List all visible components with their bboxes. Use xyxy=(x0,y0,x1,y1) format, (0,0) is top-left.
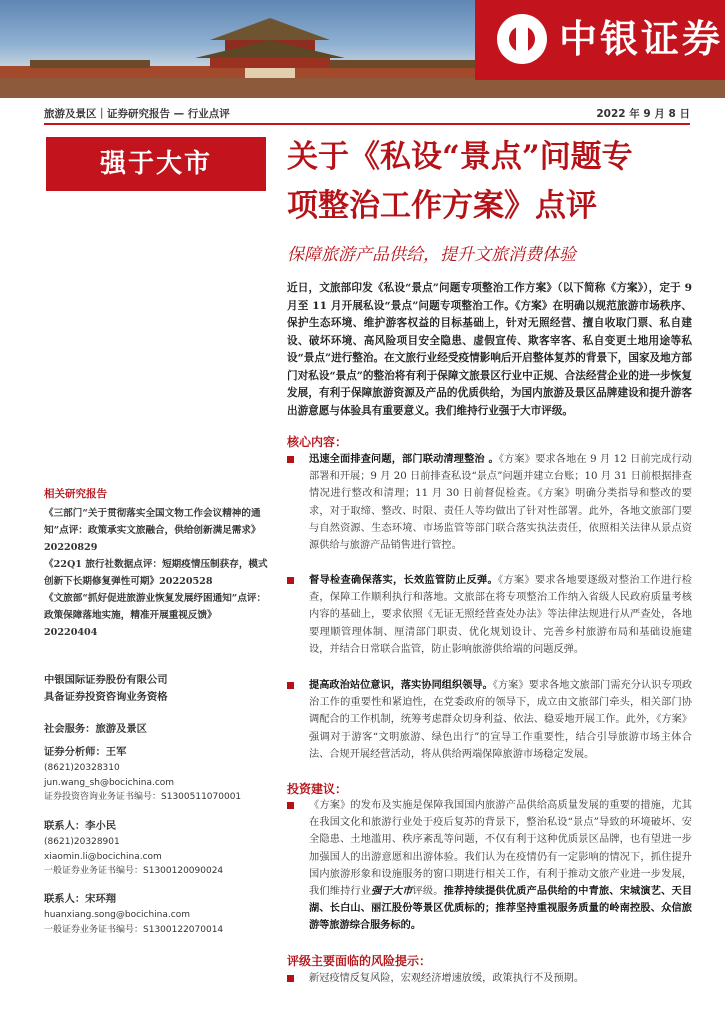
sector-label xyxy=(44,721,269,738)
bullet-square-icon xyxy=(287,975,294,982)
core-item-2-bold: 督导检查确保落实，长效监管防止反弹。 xyxy=(309,574,498,586)
core-item-1 xyxy=(287,451,692,554)
report-category: 旅游及景区｜证券研究报告 — 行业点评 xyxy=(44,108,230,120)
related-reports-heading: 相关研究报告 xyxy=(44,488,107,500)
brand-logo xyxy=(475,0,725,80)
invest-text: 《方案》的发布及实施是保障我国国内旅游产品供给高质量发展的重要的措施，尤其在我国文化和旅游行业处于疫后复苏的背景下，整治私设“景点”导致的环境破坏、安全隐患、土地滥用、秩序紊乱等问题，不仅有利于这种优质景区品牌，也有望进一步加强国人的出游意愿和出游体验。我们认为在疫情仍有一定影响的情况下，抓住提升国内旅游形象和设施服务的窗口期进行相关工作，有利于推动文旅产业进一步发展，我们维持行业 xyxy=(309,800,692,898)
rating-badge: 强于大市 xyxy=(46,137,266,191)
report-header xyxy=(44,103,690,125)
risk-item xyxy=(287,970,692,987)
title-line-1: 关于《私设“景点”问题专 xyxy=(287,139,633,175)
related-reports xyxy=(44,486,269,641)
risk-text: 新冠疫情反复风险，宏观经济增速放缓，政策执行不及预期。 xyxy=(309,973,585,984)
analyst-2-title: 联系人：李小民 xyxy=(44,820,117,832)
header-banner xyxy=(0,0,725,98)
invest-text-2: 评级。 xyxy=(412,886,444,898)
core-item-1-bold: 迅速全面排查问题，部门联动清理整治 。 xyxy=(309,453,499,465)
bullet-square-icon xyxy=(287,682,294,689)
core-item-1-text: 《方案》要求各地在 9 月 12 日前完成行动部署和开展；9 月 20 日前排查私设“景点”问题并建立台账；10 月 31 日前根据排查情况进行整改和清理；11 月 30 日前督促检查。《方案》明确分类指导和整改的要求，对于取缔、整改、时限、责任人等均做出了针对性部署。此外，各地文旅部门要与自然资源、生态环境、市场监管等部门联合落实执法责任，依照相关法律从景点资源供给与旅游产品销售进行管控。 xyxy=(309,454,692,552)
risk-heading: 评级主要面临的风险提示： xyxy=(287,954,432,968)
related-report-2[interactable]: 《22Q1 旅行社数据点评：短期疫情压制获存，模式创新下长期修复弹性可期》20220528 xyxy=(44,559,268,587)
brand-name: 中银证券 xyxy=(559,17,724,61)
related-report-3[interactable]: 《文旅部“抓好促进旅游业恢复发展纾困通知”点评：政策保障落地实施，精准开展重视反馈》20220404 xyxy=(44,593,267,638)
invest-heading: 投资建议： xyxy=(287,782,348,796)
analyst-3 xyxy=(44,891,269,937)
subtitle: 保障旅游产品供给，提升文旅消费体验 xyxy=(287,245,576,265)
title-line-2: 项整治工作方案》点评 xyxy=(287,188,597,224)
analyst-2-email[interactable]: xiaomin.li@bocichina.com xyxy=(44,851,162,862)
core-item-3 xyxy=(287,677,692,763)
summary-paragraph: 近日，文旅部印发《私设“景点”问题专项整治工作方案》（以下简称《方案》），定于 9 月至 11 月开展私设“景点”问题专项整治工作。《方案》在明确以规范旅游市场秩序、保护生态环境、维护游客权益的目标基础上，针对无照经营、擅自收取门票、私自建设、破坏环境、高风险项目安全隐患、虚假宣传、欺客宰客、私自变更土地用途等私设“景点”进行整治。在文旅行业经受疫情影响后开启整体复苏的背景下，国家及地方部门对私设“景点”的整治将有利于保障文旅景区行业中正规、合法经营企业的进一步恢复发展，有利于保障旅游资源及产品的优质供给，为国内旅游及景区品牌建设和提升游客出游意愿与体验具有重要意义。我们维持行业强于大市评级。 xyxy=(287,282,692,417)
analyst-1-phone: (8621)20328310 xyxy=(44,763,120,773)
core-item-3-bold: 提高政治站位意识，落实协同组织领导。 xyxy=(309,679,493,691)
invest-item xyxy=(287,797,692,935)
analyst-2-phone: (8621)20328901 xyxy=(44,837,120,847)
analyst-3-title: 联系人：宋环翔 xyxy=(44,893,117,905)
core-item-2 xyxy=(287,572,692,658)
analyst-2-cert: 一般证券业务证书编号：S1300120090024 xyxy=(44,866,224,876)
analyst-3-cert: 一般证券业务证书编号：S1300122070014 xyxy=(44,924,224,935)
core-item-2-text: 《方案》要求各地要逐级对整治工作进行检查，保障工作顺利执行和落地。文旅部在将专项整治工作纳入省级人民政府质量考核内容的基础上，要求依照《无证无照经营查处办法》等法律法规进行从严查处，各地要理顺管理体制、厘清部门职责、优化规划设计、完善乡村旅游布局和基础设施建设，并结合日常联合监管，防止影响旅游供给端的问题反弹。 xyxy=(309,575,692,655)
report-date: 2022 年 9 月 8 日 xyxy=(596,108,690,120)
company-name: 中银国际证券股份有限公司 xyxy=(44,674,168,686)
core-item-3-text: 《方案》要求各地文旅部门需充分认识专项政治工作的重要性和紧迫性，在党委政府的领导下，成立由文旅部门牵头，相关部门协调配合的工作机制，统筹考虑群众切身利益、依法、稳妥地开展工作。此外，《方案》强调对于游客“文明旅游、绿色出行”的宣导工作重要性，结合引导旅游市场主体合法、合规开展经营活动，将从供给两端保障旅游市场稳定发展。 xyxy=(309,680,693,760)
page-title xyxy=(287,133,697,231)
bullet-square-icon xyxy=(287,577,294,584)
analyst-3-email[interactable]: huanxiang.song@bocichina.com xyxy=(44,910,190,920)
invest-rating: 强于大市 xyxy=(371,885,413,898)
bullet-square-icon xyxy=(287,802,294,809)
analyst-1-email[interactable]: jun.wang_sh@bocichina.com xyxy=(44,777,175,788)
analyst-1-title: 证券分析师：王军 xyxy=(44,746,127,758)
company-info xyxy=(44,672,269,706)
sector-text: 社会服务：旅游及景区 xyxy=(44,723,147,735)
invest-recommendation: 推荐持续提供优质产品供给的中青旅、宋城演艺、天目湖、长白山、丽江股份等景区优质标的；推荐坚持重视服务质量的岭南控股、众信旅游等旅游综合服务标的。 xyxy=(309,885,693,932)
bank-emblem-icon xyxy=(497,14,547,64)
related-report-1[interactable]: 《三部门“关于贯彻落实全国文物工作会议精神的通知”点评：政策承实文旅融合，供给创新满足需求》20220829 xyxy=(44,508,261,553)
analyst-1-cert: 证券投资咨询业务证书编号：S1300511070001 xyxy=(44,792,242,802)
analyst-1 xyxy=(44,744,269,805)
core-content-heading: 核心内容： xyxy=(287,435,348,449)
company-qualification: 具备证券投资咨询业务资格 xyxy=(44,691,168,703)
analyst-2 xyxy=(44,818,269,879)
bullet-square-icon xyxy=(287,456,294,463)
